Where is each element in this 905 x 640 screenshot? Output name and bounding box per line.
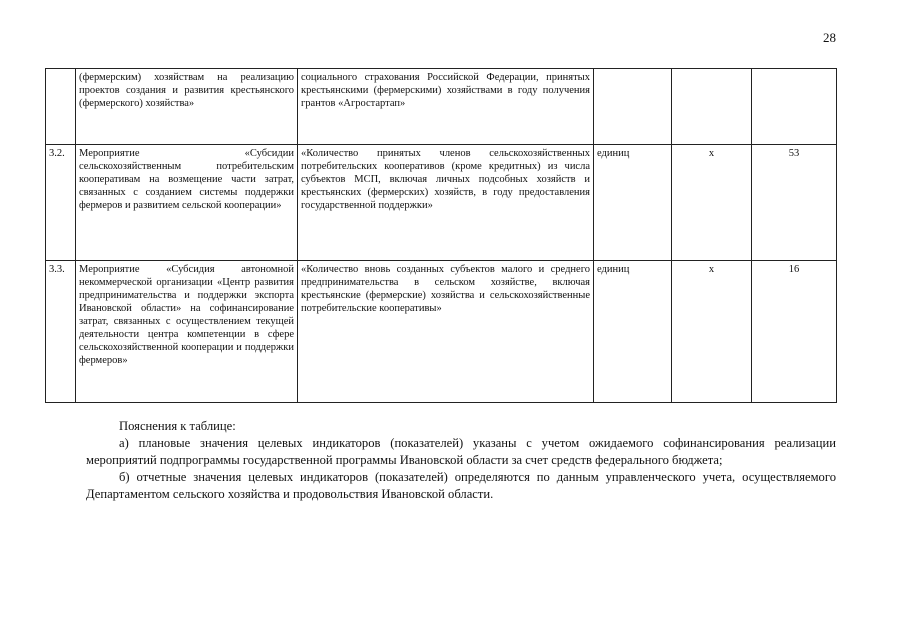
indicator-cell: «Количество вновь созданных субъектов малого и среднего предпринимательства в сельском хозяйстве, включая крестьянские (фермерские) хозяйства и сельскохозяйственные потребительские кооперативы» [298, 261, 594, 403]
event-cell: Мероприятие «Субсидии сельскохозяйственным потребительским кооперативам на возмещение части затрат, связанных с созданием системы поддержки фермеров и развитием сельской кооперации» [76, 145, 298, 261]
table-notes [86, 418, 836, 503]
x-cell: х [672, 261, 752, 403]
x-cell: х [672, 145, 752, 261]
note-item-b: б) отчетные значения целевых индикаторов (показателей) определяются по данным управленческого учета, осуществляемого Департаментом сельского хозяйства и продовольствия Ивановской области. [86, 470, 836, 501]
indicator-cell: «Количество принятых членов сельскохозяйственных потребительских кооперативов (кроме кредитных) из числа субъектов МСП, включая личных подсобных хозяйств и крестьянских (фермерских) хозяйств, в году предоставления государственной поддержки» [298, 145, 594, 261]
note-item-a: а) плановые значения целевых индикаторов (показателей) указаны с учетом ожидаемого софинансирования реализации мероприятий подпрограммы государственной программы Ивановской области за счет средств федерального бюджета; [86, 436, 836, 467]
unit-cell: единиц [594, 145, 672, 261]
value-cell: 16 [752, 261, 837, 403]
row-number-cell: 3.2. [46, 145, 76, 261]
notes-title: Пояснения к таблице: [119, 419, 236, 433]
event-cell: Мероприятие «Субсидия автономной некоммерческой организации «Центр развития предпринимательства и поддержки экспорта Ивановской области» на софинансирование затрат, связанных с осуществлением текущей деятельности центра компетенции в сфере сельскохозяйственной кооперации и поддержки фермеров» [76, 261, 298, 403]
indicators-table [45, 68, 837, 403]
x-cell [672, 69, 752, 145]
page-number: 28 [823, 30, 836, 45]
unit-cell: единиц [594, 261, 672, 403]
value-cell: 53 [752, 145, 837, 261]
table-row [46, 69, 837, 145]
value-cell [752, 69, 837, 145]
event-cell: (фермерским) хозяйствам на реализацию проектов создания и развития крестьянского (фермерского) хозяйства» [76, 69, 298, 145]
table-row [46, 145, 837, 261]
unit-cell [594, 69, 672, 145]
row-number-cell [46, 69, 76, 145]
indicator-cell: социального страхования Российской Федерации, принятых крестьянскими (фермерскими) хозяйствами в году получения грантов «Агростартап» [298, 69, 594, 145]
row-number-cell: 3.3. [46, 261, 76, 403]
table-row [46, 261, 837, 403]
